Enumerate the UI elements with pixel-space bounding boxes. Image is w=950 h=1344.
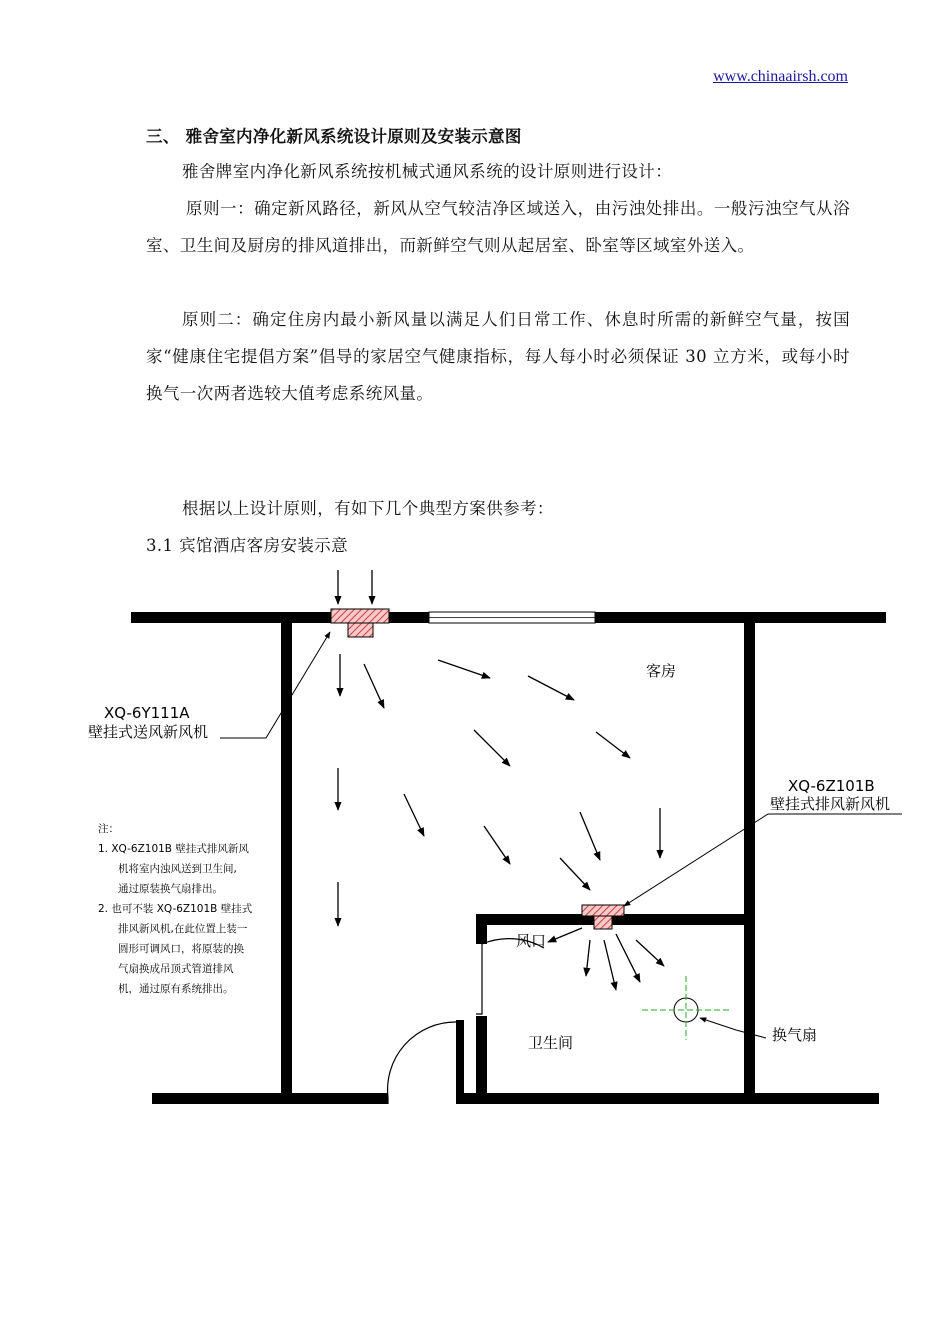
intro-paragraph: 雅舍牌室内净化新风系统按机械式通风系统的设计原则进行设计： [182, 162, 673, 181]
note-line: 机，通过原有系统排出。 [118, 983, 234, 995]
top-wall-right [595, 612, 886, 623]
installation-notes [98, 823, 253, 995]
subsection-heading: 3.1 宾馆酒店客房安装示意 [146, 536, 349, 555]
guest-room-label: 客房 [646, 662, 677, 680]
website-url-link[interactable]: www.chinaairsh.com [713, 68, 848, 85]
room-door-swing [388, 1022, 460, 1104]
right-wall [744, 612, 755, 1096]
exhaust-model-label: XQ-6Z101B [788, 777, 875, 795]
note-line: 机将室内浊风送到卫生间, [118, 863, 237, 875]
vent-label: 风口 [516, 932, 547, 950]
exhaust-fan-label: 换气扇 [772, 1026, 818, 1044]
note-line: 气扇换成吊顶式管道排风 [118, 963, 234, 975]
exhaust-name-label: 壁挂式排风新风机 [770, 795, 891, 813]
floor-plan-diagram [0, 560, 950, 1120]
supply-model-label: XQ-6Y111A [104, 704, 190, 722]
note-line: 通过原装换气扇排出。 [118, 883, 223, 895]
section-heading: 三、 雅舍室内净化新风系统设计原则及安装示意图 [146, 127, 522, 146]
bottom-wall-right [461, 1093, 879, 1104]
summary-paragraph: 根据以上设计原则，有如下几个典型方案供参考： [182, 499, 554, 518]
doors [388, 939, 544, 1104]
supply-name-label: 壁挂式送风新风机 [88, 723, 209, 741]
note-line: 注： [98, 823, 119, 835]
bathroom-left-wall-upper [476, 914, 487, 944]
principle-two-paragraph: 原则二：确定住房内最小新风量以满足人们日常工作、休息时所需的新鲜空气量，按国家“健康住宅提倡方案”倡导的家居空气健康指标，每人每小时必须保证 30 立方米，或每小时换气一次两者选较大值考虑系统风量。 [146, 310, 850, 403]
left-wall [281, 612, 292, 1096]
supply-fresh-air-unit [331, 609, 389, 637]
bathroom-left-wall-lower [476, 1016, 487, 1100]
bottom-wall-left [152, 1093, 388, 1104]
note-line: 1. XQ-6Z101B 壁挂式排风新风 [98, 843, 249, 855]
bathroom-exhaust-fan [642, 976, 732, 1040]
airflow-arrows [338, 570, 664, 990]
note-line: 排风新风机,在此位置上装一 [118, 923, 248, 935]
bathroom-label: 卫生间 [528, 1034, 574, 1052]
principle-one-paragraph: 原则一：确定新风路径，新风从空气较洁净区域送入，由污浊处排出。一般污浊空气从浴室、卫生间及厨房的排风道排出，而新鲜空气则从起居室、卧室等区域室外送入。 [146, 199, 850, 255]
note-line: 2. 也可不装 XQ-6Z101B 壁挂式 [98, 903, 253, 915]
note-line: 圆形可调风口，将原装的换 [118, 943, 244, 955]
